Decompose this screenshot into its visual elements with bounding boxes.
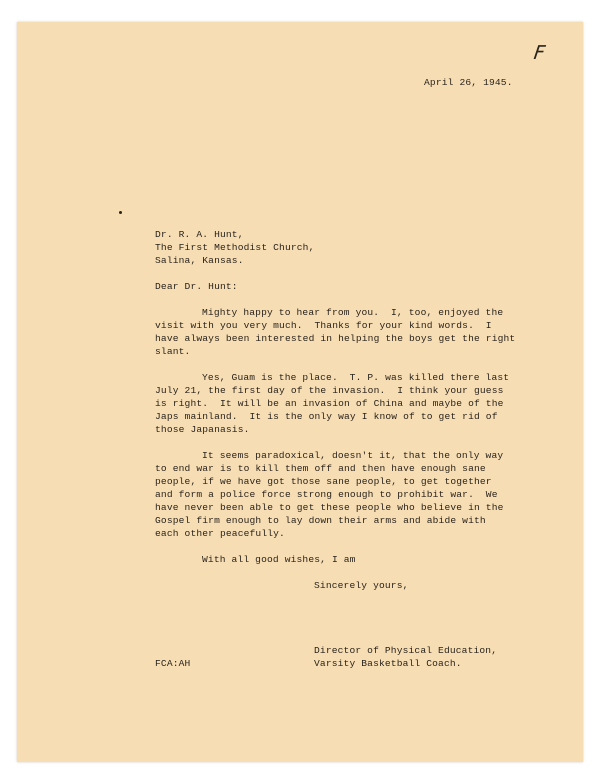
signature-title-line: Varsity Basketball Coach. (314, 658, 462, 669)
signature-title-line: Director of Physical Education, (314, 645, 498, 656)
paragraph-line: Gospel firm enough to lay down their arms and abide with (155, 515, 486, 526)
paragraph-line: July 21, the first day of the invasion. I think your guess (155, 385, 504, 396)
letter-date: April 26, 1945. (424, 77, 513, 88)
salutation: Dear Dr. Hunt: (155, 281, 238, 292)
paragraph-line: Japs mainland. It is the only way I know of to get rid of (155, 411, 498, 422)
closing-wish: With all good wishes, I am (202, 554, 356, 565)
paragraph-line: is right. It will be an invasion of China and maybe of the (155, 398, 504, 409)
paragraph-line: have never been able to get these people who believe in the (155, 502, 504, 513)
recipient-line: Dr. R. A. Hunt, (155, 229, 244, 240)
paragraph-line: visit with you very much. Thanks for your kind words. I (155, 320, 492, 331)
corner-handwritten-mark: F (532, 42, 547, 64)
paragraph-line: those Japanasis. (155, 424, 250, 435)
recipient-line: The First Methodist Church, (155, 242, 315, 253)
paragraph-line: have always been interested in helping the boys get the right (155, 333, 516, 344)
letter-page (17, 22, 583, 762)
paragraph-line: slant. (155, 346, 191, 357)
paragraph-line: It seems paradoxical, doesn't it, that the only way (202, 450, 504, 461)
recipient-line: Salina, Kansas. (155, 255, 244, 266)
sign-off: Sincerely yours, (314, 580, 409, 591)
paragraph-line: each other peacefully. (155, 528, 285, 539)
paragraph-line: Yes, Guam is the place. T. P. was killed there last (202, 372, 510, 383)
paragraph-line: people, if we have got those sane people, to get together (155, 476, 492, 487)
reference-initials: FCA:AH (155, 658, 191, 669)
paragraph-line: to end war is to kill them off and then have enough sane (155, 463, 486, 474)
paragraph-line: Mighty happy to hear from you. I, too, enjoyed the (202, 307, 504, 318)
ink-dot (119, 211, 122, 214)
paragraph-line: and form a police force strong enough to prohibit war. We (155, 489, 498, 500)
